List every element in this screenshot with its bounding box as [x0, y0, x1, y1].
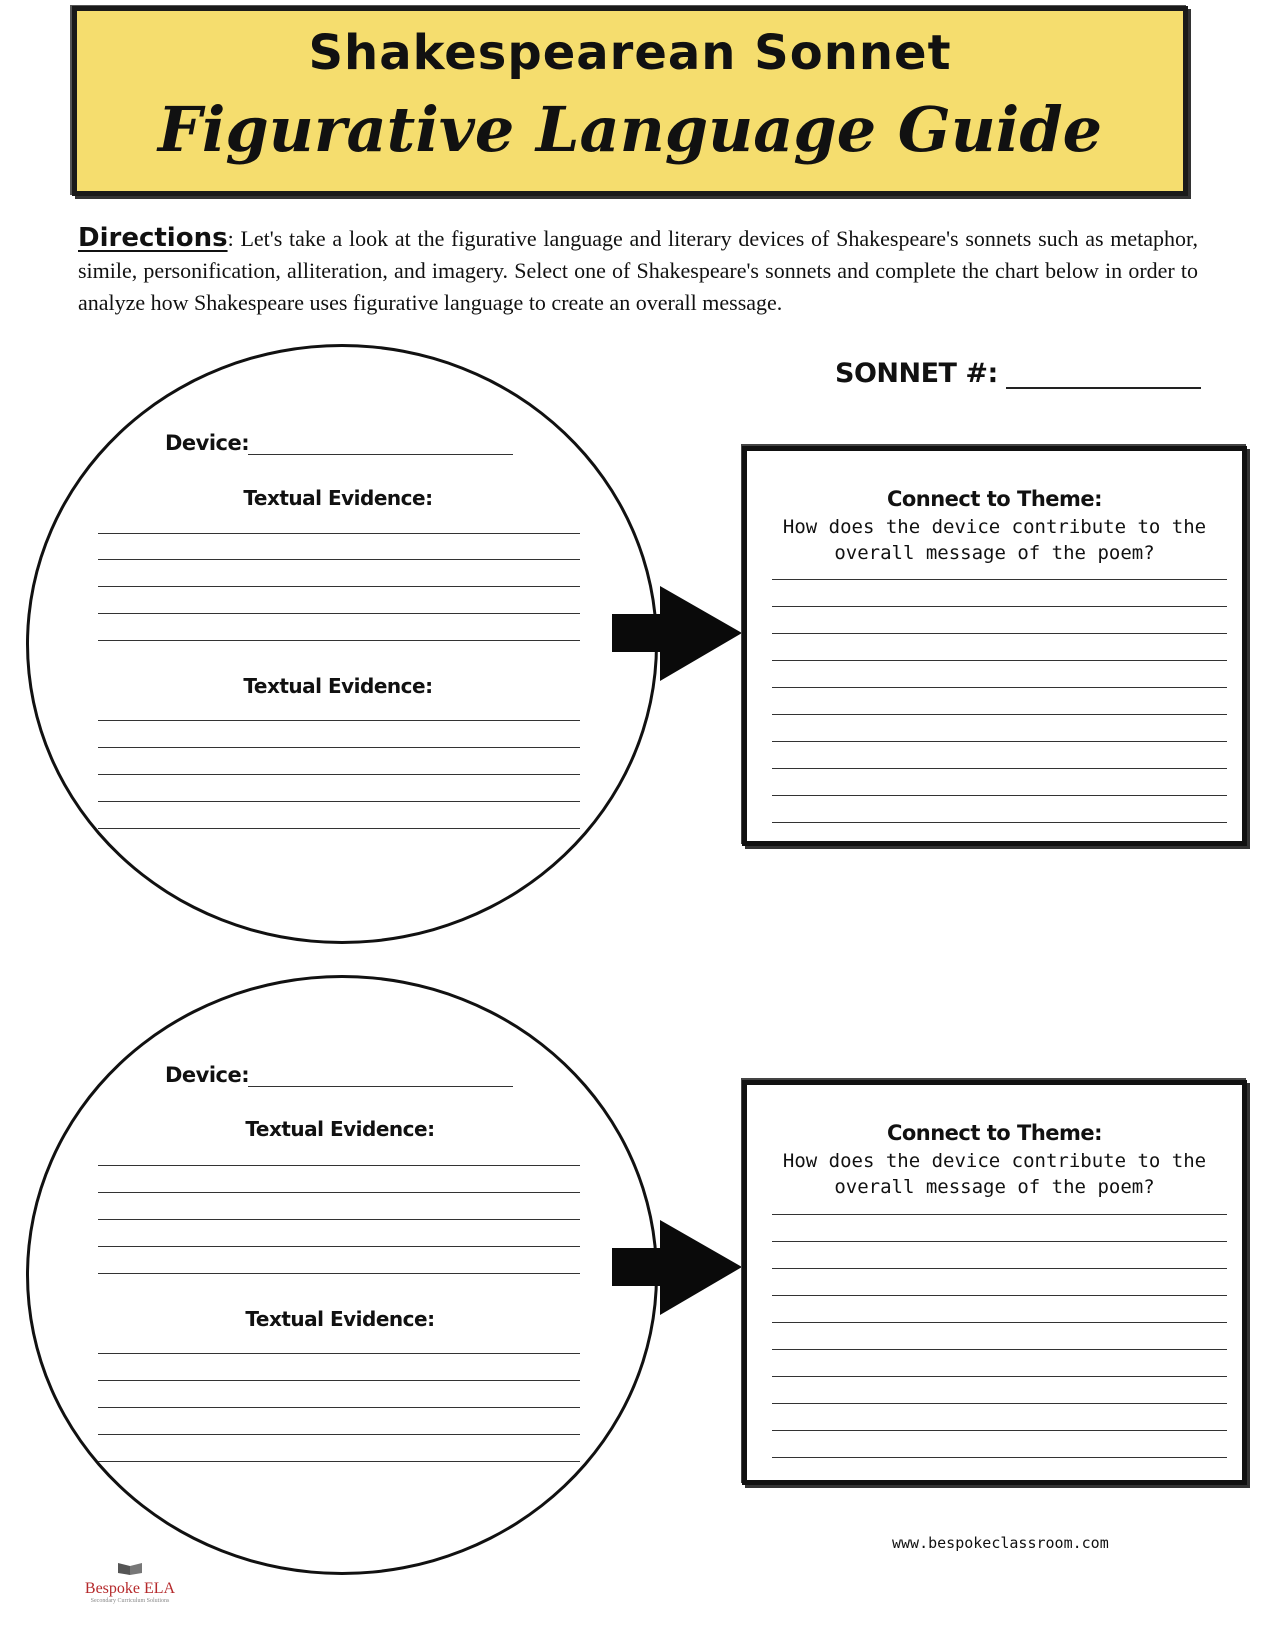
evidence-label-2b: Textual Evidence:: [245, 1307, 435, 1331]
evidence-line[interactable]: [98, 1219, 580, 1220]
evidence-line[interactable]: [98, 720, 580, 721]
theme-line[interactable]: [772, 1430, 1227, 1431]
evidence-line[interactable]: [98, 828, 580, 829]
directions-colon: :: [227, 226, 241, 251]
evidence-line[interactable]: [98, 559, 580, 560]
evidence-line[interactable]: [98, 1434, 580, 1435]
evidence-line[interactable]: [98, 1273, 580, 1274]
theme-line[interactable]: [772, 1376, 1227, 1377]
evidence-line[interactable]: [98, 1380, 580, 1381]
device-label-2: Device: [165, 1063, 242, 1087]
device-row-1: [165, 431, 249, 455]
sonnet-label: SONNET #:: [835, 358, 998, 389]
sonnet-number-blank[interactable]: [1006, 361, 1201, 389]
evidence-line[interactable]: [98, 1353, 580, 1354]
device-circle-2: [26, 975, 658, 1575]
evidence-line[interactable]: [98, 1246, 580, 1247]
theme-line[interactable]: [772, 795, 1227, 796]
theme-line[interactable]: [772, 1457, 1227, 1458]
theme-line[interactable]: [772, 1214, 1227, 1215]
evidence-line[interactable]: [98, 533, 580, 534]
evidence-line[interactable]: [98, 747, 580, 748]
theme-line[interactable]: [772, 1403, 1227, 1404]
evidence-line[interactable]: [98, 1192, 580, 1193]
theme-line[interactable]: [772, 660, 1227, 661]
theme-line[interactable]: [772, 768, 1227, 769]
arrow-right-icon: [612, 1220, 742, 1315]
device-blank-1[interactable]: [248, 454, 513, 455]
device-row-2: [165, 1063, 249, 1087]
theme-line[interactable]: [772, 579, 1227, 580]
theme-title-1: Connect to Theme:: [886, 487, 1103, 511]
device-circle-1: [26, 344, 658, 944]
theme-line[interactable]: [772, 741, 1227, 742]
theme-line[interactable]: [772, 1349, 1227, 1350]
evidence-line[interactable]: [98, 801, 580, 802]
logo-name: Bespoke ELA: [84, 1580, 176, 1597]
theme-line[interactable]: [772, 1322, 1227, 1323]
evidence-label-1b: Textual Evidence:: [243, 674, 433, 698]
evidence-line[interactable]: [98, 640, 580, 641]
theme-title-2: Connect to Theme:: [886, 1121, 1103, 1145]
footer-url[interactable]: www.bespokeclassroom.com: [892, 1534, 1109, 1552]
directions-paragraph: [78, 222, 1198, 319]
device-label-1: Device: [165, 431, 242, 455]
evidence-line[interactable]: [98, 1165, 580, 1166]
theme-line[interactable]: [772, 1295, 1227, 1296]
arrow-right-icon: [612, 586, 742, 681]
evidence-line[interactable]: [98, 1407, 580, 1408]
title-banner: [72, 6, 1188, 196]
logo-tagline: Secondary Curriculum Solutions: [90, 1598, 170, 1604]
theme-box-2: [742, 1080, 1247, 1485]
theme-line[interactable]: [772, 633, 1227, 634]
page-title: Shakespearean Sonnet: [308, 25, 952, 81]
page-subtitle: Figurative Language Guide: [157, 93, 1103, 166]
device-colon: :: [241, 1063, 250, 1087]
theme-line[interactable]: [772, 714, 1227, 715]
theme-line[interactable]: [772, 1268, 1227, 1269]
theme-question-1: How does the device contribute to the overall message of the poem?: [782, 516, 1207, 564]
theme-line[interactable]: [772, 606, 1227, 607]
evidence-line[interactable]: [98, 613, 580, 614]
theme-line[interactable]: [772, 1241, 1227, 1242]
evidence-line[interactable]: [98, 774, 580, 775]
theme-question-2: How does the device contribute to the overall message of the poem?: [782, 1150, 1207, 1198]
theme-line[interactable]: [772, 687, 1227, 688]
evidence-label-1a: Textual Evidence:: [243, 486, 433, 510]
evidence-line[interactable]: [98, 586, 580, 587]
sonnet-number-field: [835, 358, 1201, 389]
theme-box-1: [742, 446, 1247, 846]
evidence-line[interactable]: [98, 1461, 580, 1462]
logo: [80, 1562, 180, 1604]
theme-line[interactable]: [772, 822, 1227, 823]
directions-label: Directions: [78, 223, 228, 253]
device-blank-2[interactable]: [248, 1086, 513, 1087]
directions-text: Let's take a look at the figurative language and literary devices of Shakespeare's sonnets such as metaphor, simile, personification, alliteration, and imagery. Select one of Shakespeare's sonnets and complete the chart below in order to analyze how Shakespeare uses figurative language to create an overall message.: [78, 226, 1198, 315]
evidence-label-2a: Textual Evidence:: [245, 1117, 435, 1141]
book-icon: [116, 1563, 144, 1575]
device-colon: :: [241, 431, 250, 455]
